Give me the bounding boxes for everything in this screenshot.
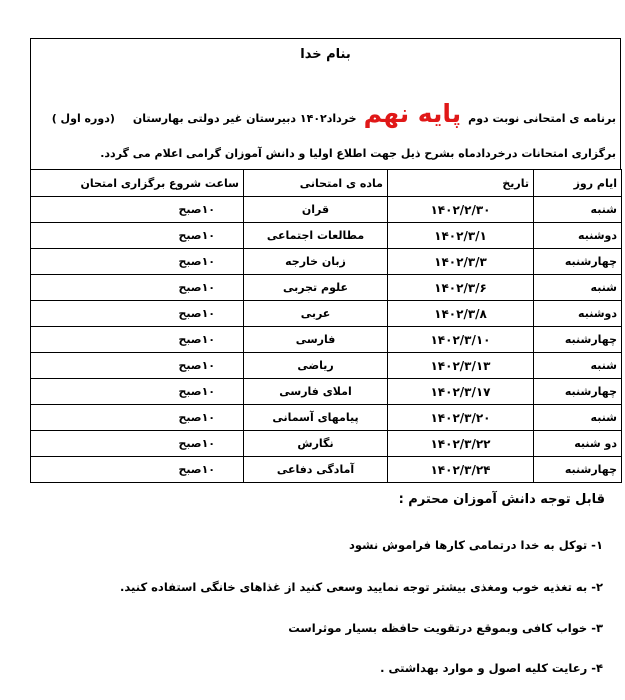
- table-row: [31, 197, 622, 223]
- start-time-cell: ۱۰صبح: [147, 197, 244, 223]
- subject-cell: عربی: [244, 301, 388, 327]
- table-row: [31, 327, 622, 353]
- date-cell: ۱۴۰۲/۳/۲۴: [388, 457, 534, 483]
- blank-cell: [31, 431, 147, 457]
- table-row: [31, 223, 622, 249]
- date-cell: ۱۴۰۲/۳/۱۰: [388, 327, 534, 353]
- start-time-cell: ۱۰صبح: [147, 301, 244, 327]
- blank-cell: [31, 249, 147, 275]
- blank-cell: [31, 275, 147, 301]
- start-time-cell: ۱۰صبح: [147, 249, 244, 275]
- day-cell: چهارشنبه: [534, 457, 622, 483]
- day-cell: چهارشنبه: [534, 379, 622, 405]
- table-row: [31, 353, 622, 379]
- start-time-cell: ۱۰صبح: [147, 327, 244, 353]
- subject-cell: زبان خارجه: [244, 249, 388, 275]
- date-cell: ۱۴۰۲/۳/۱: [388, 223, 534, 249]
- table-row: [31, 249, 622, 275]
- table-row: [31, 275, 622, 301]
- note-item: ۱- توکل به خدا درتمامی کارها فراموش نشود: [349, 538, 603, 552]
- subject-cell: نگارش: [244, 431, 388, 457]
- blank-cell: [31, 223, 147, 249]
- exam-schedule-table: [30, 169, 622, 483]
- blank-cell: [31, 327, 147, 353]
- start-time-cell: ۱۰صبح: [147, 405, 244, 431]
- day-cell: چهارشنبه: [534, 327, 622, 353]
- start-time-cell: ۱۰صبح: [147, 275, 244, 301]
- date-cell: ۱۴۰۲/۳/۱۳: [388, 353, 534, 379]
- subject-cell: املای فارسی: [244, 379, 388, 405]
- header-date: تاریخ: [388, 170, 534, 197]
- blank-cell: [31, 405, 147, 431]
- day-cell: شنبه: [534, 353, 622, 379]
- heading-school-date: خرداد۱۴۰۲ دبیرستان غیر دولتی بهارستان: [132, 112, 357, 125]
- table-row: [31, 405, 622, 431]
- start-time-cell: ۱۰صبح: [147, 431, 244, 457]
- day-cell: شنبه: [534, 275, 622, 301]
- start-time-cell: ۱۰صبح: [147, 379, 244, 405]
- subject-cell: علوم تجربی: [244, 275, 388, 301]
- start-time-cell: ۱۰صبح: [147, 353, 244, 379]
- subject-cell: پیامهای آسمانی: [244, 405, 388, 431]
- start-time-cell: ۱۰صبح: [147, 223, 244, 249]
- start-time-cell: ۱۰صبح: [147, 457, 244, 483]
- table-header-row: [31, 170, 622, 197]
- blank-cell: [31, 457, 147, 483]
- day-cell: چهارشنبه: [534, 249, 622, 275]
- notes-title: قابل توجه دانش آموزان محترم :: [398, 492, 605, 507]
- blank-cell: [31, 197, 147, 223]
- day-cell: شنبه: [534, 405, 622, 431]
- subject-cell: قران: [244, 197, 388, 223]
- table-body: [31, 197, 622, 483]
- table-row: [31, 379, 622, 405]
- schedule-heading-line: [35, 101, 616, 126]
- header-start-time: ساعت شروع برگزاری امتحان: [31, 170, 244, 197]
- day-cell: دو شنبه: [534, 431, 622, 457]
- blank-cell: [31, 379, 147, 405]
- date-cell: ۱۴۰۲/۳/۲۲: [388, 431, 534, 457]
- date-cell: ۱۴۰۲/۲/۳۰: [388, 197, 534, 223]
- subject-cell: آمادگی دفاعی: [244, 457, 388, 483]
- grade-label: پایه نهم: [363, 99, 462, 128]
- blank-cell: [31, 353, 147, 379]
- date-cell: ۱۴۰۲/۳/۲۰: [388, 405, 534, 431]
- heading-exam-term: برنامه ی امتحانی نوبت دوم: [468, 112, 616, 125]
- table-row: [31, 457, 622, 483]
- day-cell: دوشنبه: [534, 223, 622, 249]
- note-item: ۳- خواب کافی وبموقع درتقویت حافظه بسیار موثراست: [288, 621, 603, 635]
- header-day: ایام روز: [534, 170, 622, 197]
- table-row: [31, 301, 622, 327]
- heading-period: (دوره اول ): [51, 112, 115, 125]
- table-row: [31, 431, 622, 457]
- subject-cell: مطالعات اجتماعی: [244, 223, 388, 249]
- date-cell: ۱۴۰۲/۳/۸: [388, 301, 534, 327]
- date-cell: ۱۴۰۲/۳/۱۷: [388, 379, 534, 405]
- subject-cell: ریاضی: [244, 353, 388, 379]
- day-cell: دوشنبه: [534, 301, 622, 327]
- date-cell: ۱۴۰۲/۳/۶: [388, 275, 534, 301]
- subject-cell: فارسی: [244, 327, 388, 353]
- note-item: ۲- به تغذیه خوب ومغذی بیشتر توجه نمایید وسعی کنید از غذاهای خانگی استفاده کنید.: [120, 580, 603, 594]
- note-item: ۴- رعایت کلیه اصول و موارد بهداشتی .: [380, 661, 603, 675]
- schedule-announcement: برگزاری امتحانات درخردادماه بشرح ذیل جهت اطلاع اولیا و دانش آموزان گرامی اعلام می گردد.: [100, 147, 616, 160]
- schedule-header: [30, 38, 621, 169]
- document-title: بنام خدا: [300, 47, 351, 62]
- header-subject: ماده ی امتحانی: [244, 170, 388, 197]
- day-cell: شنبه: [534, 197, 622, 223]
- date-cell: ۱۴۰۲/۳/۳: [388, 249, 534, 275]
- blank-cell: [31, 301, 147, 327]
- exam-schedule-document: [30, 38, 621, 483]
